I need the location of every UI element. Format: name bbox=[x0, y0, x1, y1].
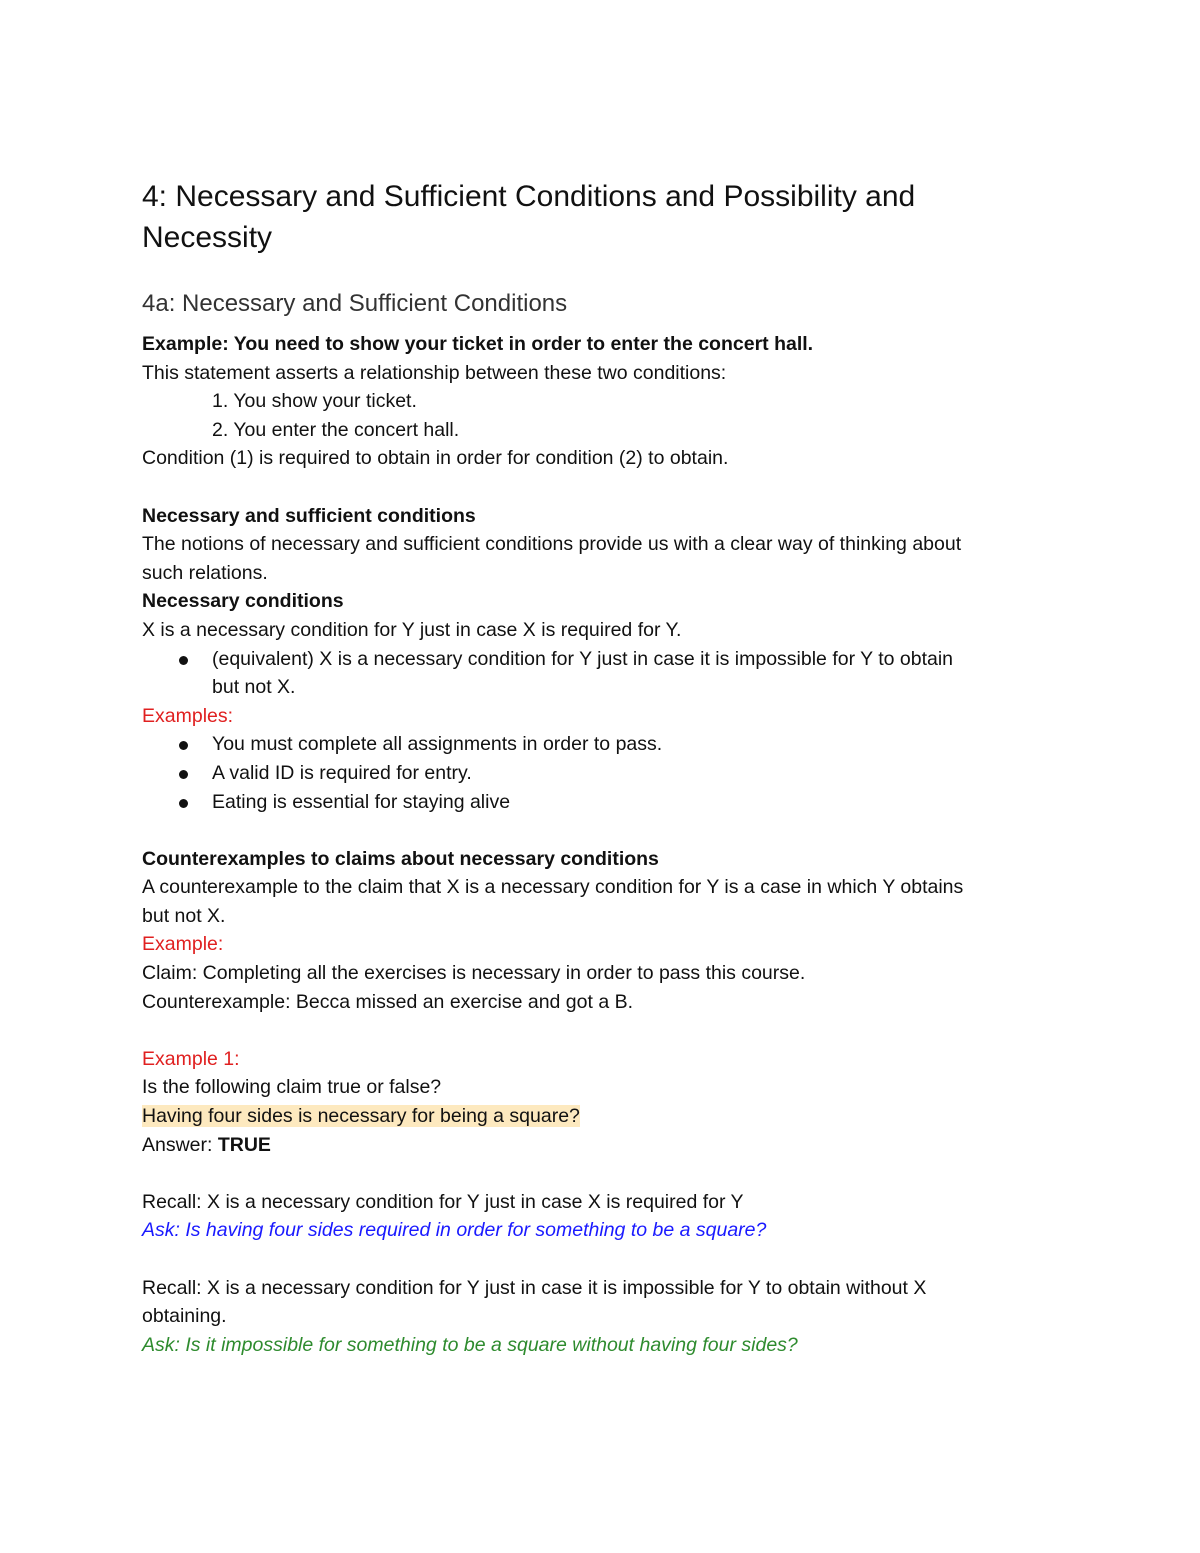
bullet-icon bbox=[179, 741, 188, 750]
claim-text: Claim: Completing all the exercises is necessary in order to pass this course. bbox=[142, 962, 806, 985]
condition-item-2: 2. You enter the concert hall. bbox=[212, 418, 460, 441]
condition-note: Condition (1) is required to obtain in order for condition (2) to obtain. bbox=[142, 447, 729, 470]
counterexamples-line-2: but not X. bbox=[142, 904, 226, 927]
intro-text: This statement asserts a relationship between these two conditions: bbox=[142, 361, 727, 384]
example-item-3: Eating is essential for staying alive bbox=[212, 790, 511, 813]
list-item bbox=[142, 730, 1062, 759]
document-page bbox=[142, 176, 1062, 1359]
nec-suff-line-1: The notions of necessary and sufficient conditions provide us with a clear way of thinking about bbox=[142, 533, 962, 556]
ask-1: Ask: Is having four sides required in order for something to be a square? bbox=[142, 1219, 767, 1242]
page-title bbox=[142, 176, 1062, 258]
equiv-line-1: (equivalent) X is a necessary condition for Y just in case it is impossible for Y to obtain bbox=[212, 647, 954, 670]
counterexample-text: Counterexample: Becca missed an exercise and got a B. bbox=[142, 990, 634, 1013]
nec-definition: X is a necessary condition for Y just in case X is required for Y. bbox=[142, 618, 682, 641]
bullet-icon bbox=[179, 770, 188, 779]
spacer bbox=[142, 1016, 1062, 1045]
list-item bbox=[142, 788, 1062, 817]
counterexample-label: Example: bbox=[142, 933, 224, 956]
recall-2-line-2: obtaining. bbox=[142, 1305, 227, 1328]
example-item-2: A valid ID is required for entry. bbox=[212, 761, 472, 784]
page-title-line-1: 4: Necessary and Sufficient Conditions and Possibility and bbox=[142, 180, 916, 213]
recall-1: Recall: X is a necessary condition for Y just in case X is required for Y bbox=[142, 1190, 744, 1213]
equiv-line-2: but not X. bbox=[212, 676, 296, 699]
nec-conditions-heading: Necessary conditions bbox=[142, 590, 344, 613]
highlighted-claim: Having four sides is necessary for being a square? bbox=[142, 1105, 580, 1128]
counterexamples-heading: Counterexamples to claims about necessary conditions bbox=[142, 847, 659, 870]
bullet-icon bbox=[179, 656, 188, 665]
section-heading-4a: 4a: Necessary and Sufficient Conditions bbox=[142, 290, 568, 317]
example1-label: Example 1: bbox=[142, 1047, 240, 1070]
counterexamples-line-1: A counterexample to the claim that X is a necessary condition for Y is a case in which Y obtains bbox=[142, 876, 964, 899]
example1-question: Is the following claim true or false? bbox=[142, 1076, 442, 1099]
nec-suff-line-2: such relations. bbox=[142, 561, 268, 584]
condition-item-1: 1. You show your ticket. bbox=[212, 390, 417, 413]
list-item bbox=[142, 759, 1062, 788]
example-statement: Example: You need to show your ticket in order to enter the concert hall. bbox=[142, 333, 814, 355]
recall-2-line-1: Recall: X is a necessary condition for Y just in case it is impossible for Y to obtain without X bbox=[142, 1276, 927, 1299]
example-item-1: You must complete all assignments in order to pass. bbox=[212, 733, 663, 756]
spacer bbox=[142, 1159, 1062, 1188]
examples-label: Examples: bbox=[142, 704, 234, 727]
spacer bbox=[142, 473, 1062, 502]
answer-line bbox=[142, 1131, 1062, 1160]
bullet-icon bbox=[179, 799, 188, 808]
page-title-line-2: Necessity bbox=[142, 221, 273, 254]
answer-prefix: Answer: bbox=[142, 1133, 218, 1156]
list-item bbox=[142, 645, 1062, 702]
example1-claim-line bbox=[142, 1102, 1062, 1131]
answer-value: TRUE bbox=[217, 1133, 271, 1156]
nec-suff-heading: Necessary and sufficient conditions bbox=[142, 504, 476, 527]
spacer bbox=[142, 1245, 1062, 1274]
ask-2: Ask: Is it impossible for something to be a square without having four sides? bbox=[142, 1333, 798, 1356]
spacer bbox=[142, 816, 1062, 845]
